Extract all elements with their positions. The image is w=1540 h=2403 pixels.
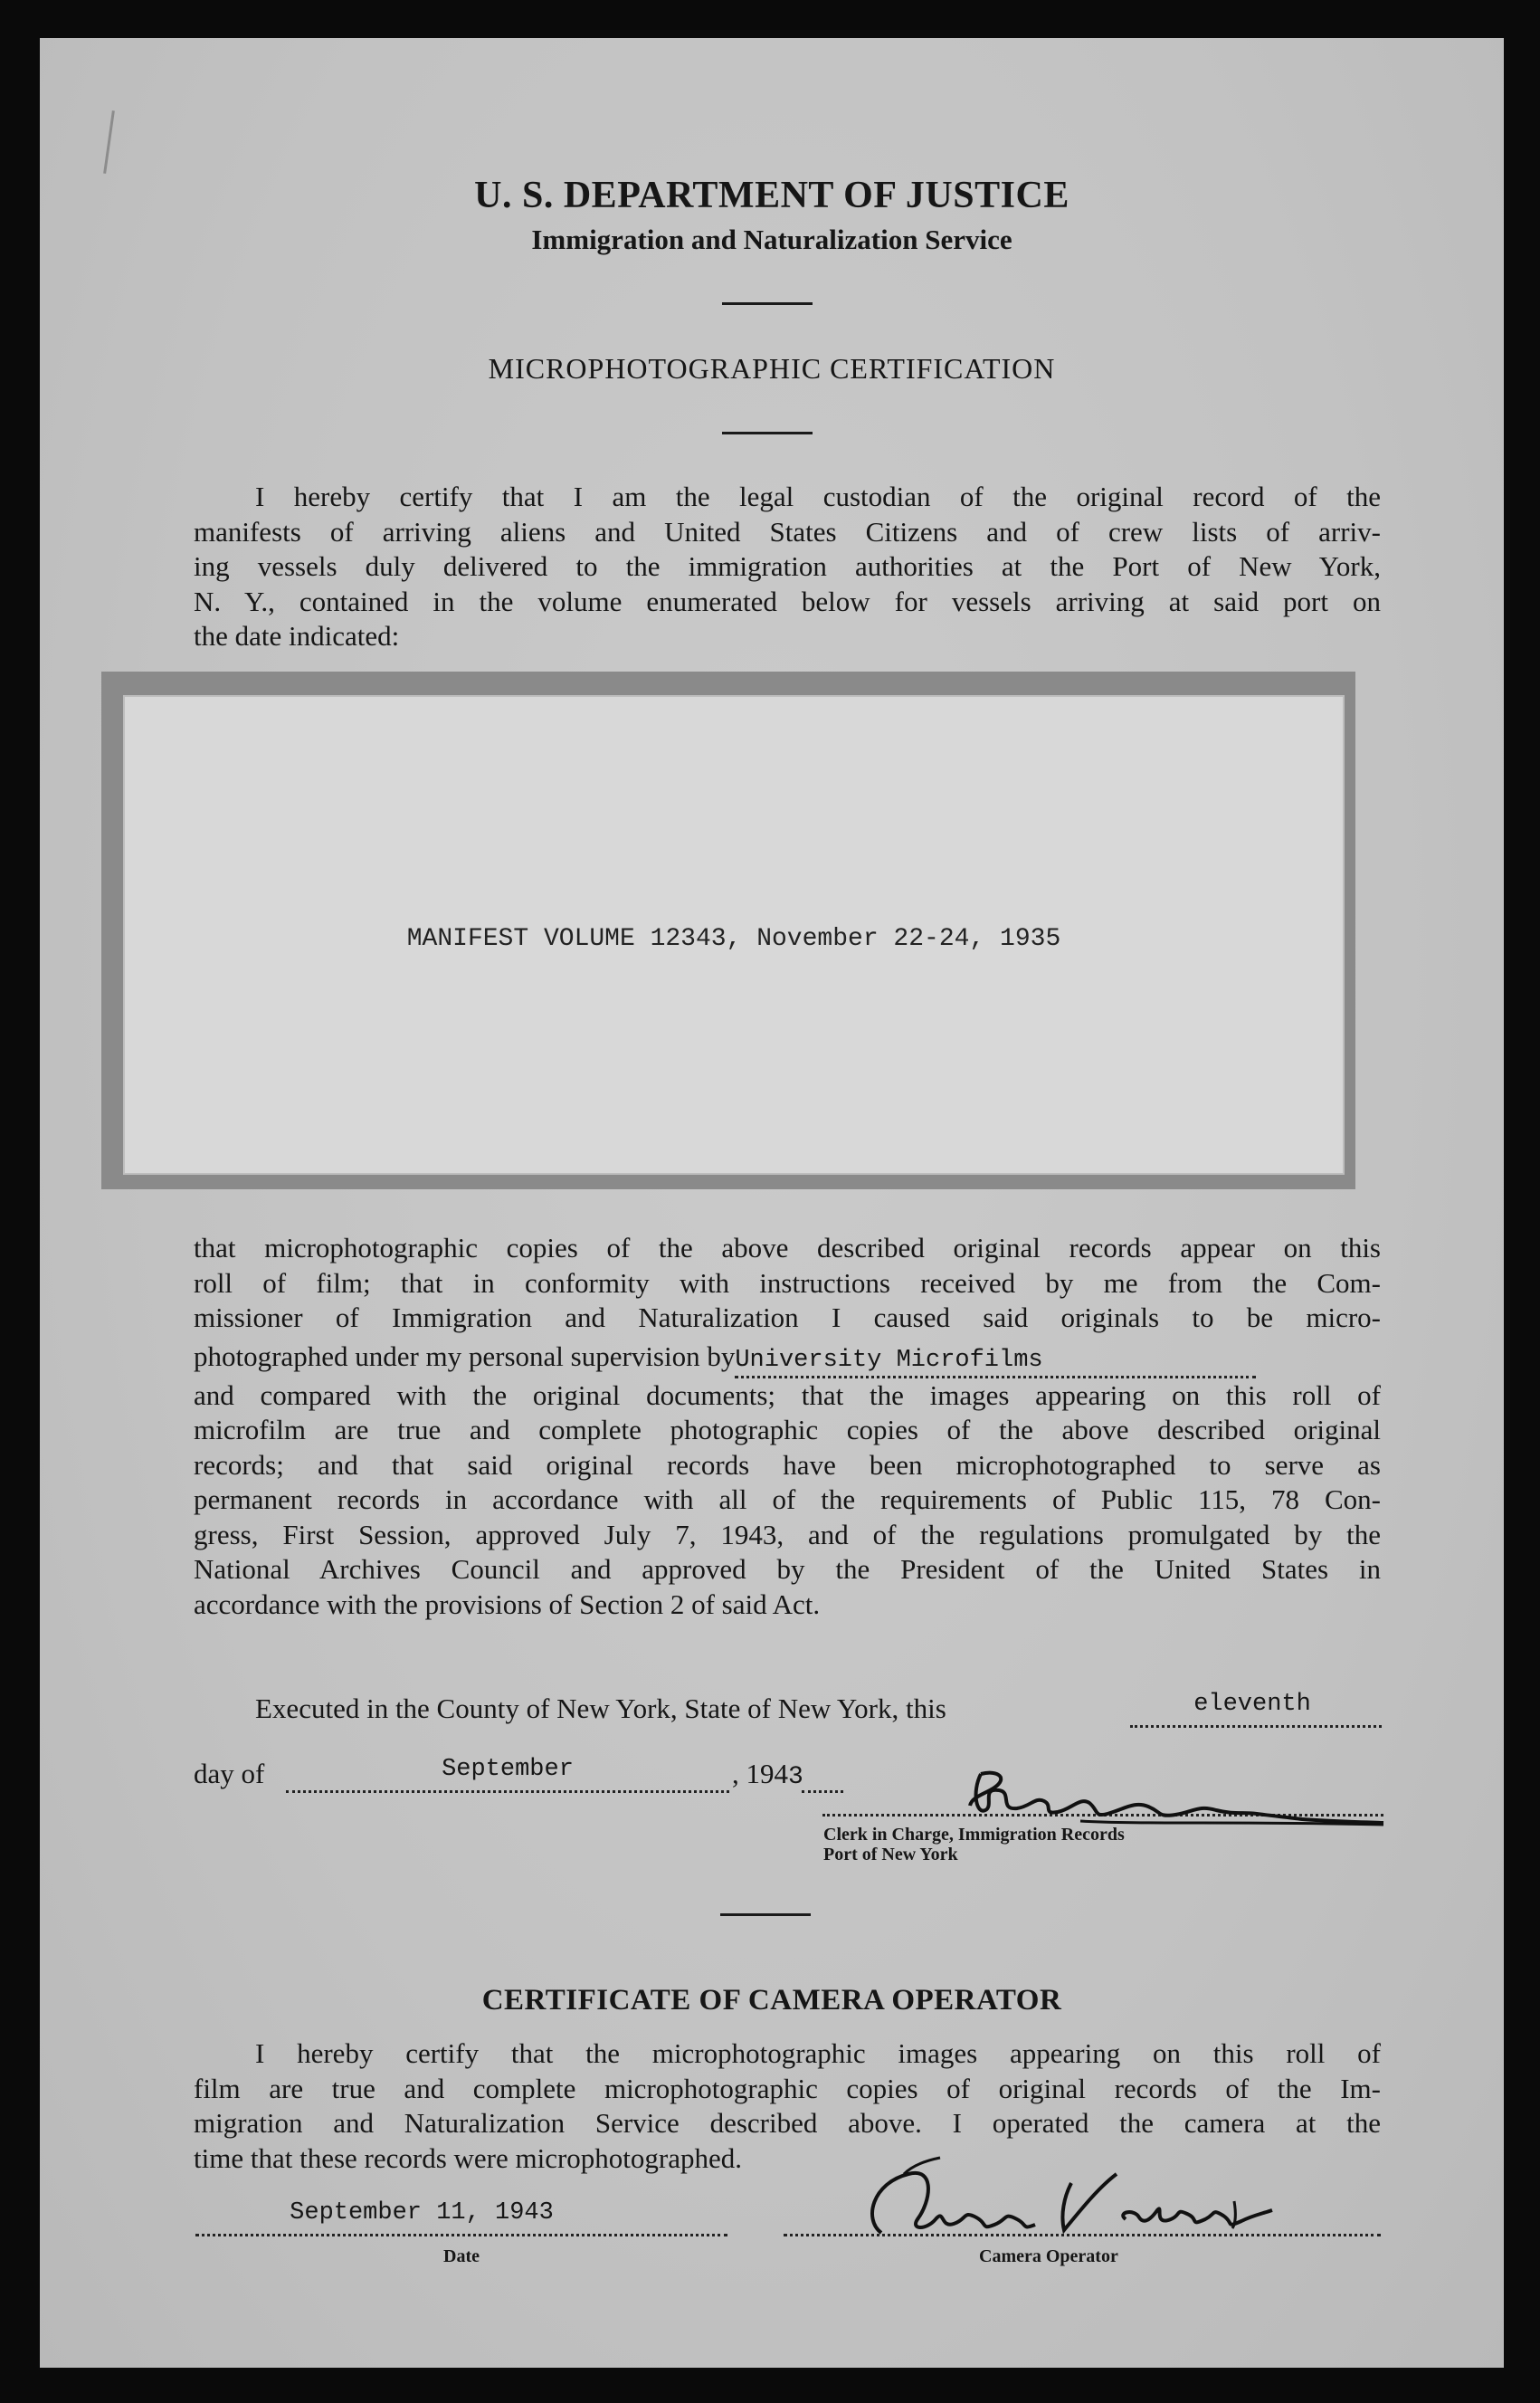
operator-signature [827, 2147, 1334, 2246]
record-card [125, 697, 1343, 1173]
intro-line: N. Y., contained in the volume enumerated below for vessels arriving at said port on [194, 585, 1381, 617]
certification-title: MICROPHOTOGRAPHIC CERTIFICATION [488, 352, 1056, 385]
camera-line: time that these records were microphotographed. [194, 2141, 742, 2174]
department-heading: U. S. DEPARTMENT OF JUSTICE [474, 175, 1069, 216]
body-line: missioner of Immigration and Naturalization I caused said originals to be micro- [194, 1302, 1381, 1333]
intro-line: ing vessels duly delivered to the immigration authorities at the Port of New York, [194, 550, 1381, 582]
certificate-page [40, 38, 1504, 2368]
supervision-line [194, 1340, 1381, 1378]
intro-paragraph [194, 480, 1381, 654]
body-line: gress, First Session, approved July 7, 1943, and of the regulations promulgated by the [194, 1518, 1381, 1550]
clerk-title-line: Port of New York [823, 1845, 958, 1864]
intro-line: manifests of arriving aliens and United States Citizens and of crew lists of arriv- [194, 515, 1381, 548]
body-line: that microphotographic copies of the above described original records appear on this [194, 1232, 1381, 1263]
body-line: photographed under my personal supervision by [194, 1340, 736, 1372]
year-field [732, 1758, 803, 1791]
manifest-volume-label: MANIFEST VOLUME 12343, November 22-24, 1935 [406, 925, 1061, 953]
body-line: and compared with the original documents; that the images appearing on this roll of [194, 1378, 1381, 1411]
year-digit: 3 [788, 1763, 803, 1791]
intro-line: I hereby certify that I am the legal custodian of the original record of the [255, 481, 1381, 512]
month-field: September [442, 1756, 574, 1783]
body-line: roll of film; that in conformity with instructions received by me from the Com- [194, 1266, 1381, 1299]
camera-line: I hereby certify that the microphotographic images appearing on this roll of [255, 2037, 1381, 2069]
intro-line: the date indicated: [194, 620, 400, 652]
year-prefix: , 194 [732, 1758, 788, 1789]
clerk-title-line: Clerk in Charge, Immigration Records [823, 1825, 1125, 1845]
camera-operator-label: Camera Operator [979, 2246, 1118, 2266]
body-line: National Archives Council and approved by the President of the United States in [194, 1553, 1381, 1585]
body-line: microfilm are true and complete photographic copies of the above described original [194, 1414, 1381, 1445]
divider [720, 1913, 811, 1916]
film-scratch [103, 110, 115, 174]
date-label: Date [443, 2246, 480, 2266]
date-field: September 11, 1943 [290, 2199, 554, 2227]
body-line: records; and that said original records have been microphotographed to serve as [194, 1448, 1381, 1481]
executed-text: Executed in the County of New York, State of New York, this [255, 1693, 946, 1724]
camera-certificate-title: CERTIFICATE OF CAMERA OPERATOR [481, 1984, 1062, 2017]
day-of-label: day of [194, 1758, 265, 1789]
supervisor-field: University Microfilms [735, 1345, 1256, 1378]
body-line: accordance with the provisions of Section 2 of said Act. [194, 1588, 821, 1620]
day-field: eleventh [1193, 1691, 1311, 1718]
year-field-line [802, 1763, 843, 1793]
certification-body [194, 1231, 1381, 1622]
camera-line: migration and Naturalization Service described above. I operated the camera at the [194, 2107, 1381, 2139]
body-line: permanent records in accordance with all of the requirements of Public 115, 78 Con- [194, 1483, 1381, 1515]
divider [722, 302, 813, 305]
camera-line: film are true and complete microphotographic copies of original records of the Im- [194, 2072, 1381, 2104]
service-subheading: Immigration and Naturalization Service [531, 224, 1012, 255]
clerk-title [823, 1825, 1125, 1864]
divider [722, 432, 813, 434]
